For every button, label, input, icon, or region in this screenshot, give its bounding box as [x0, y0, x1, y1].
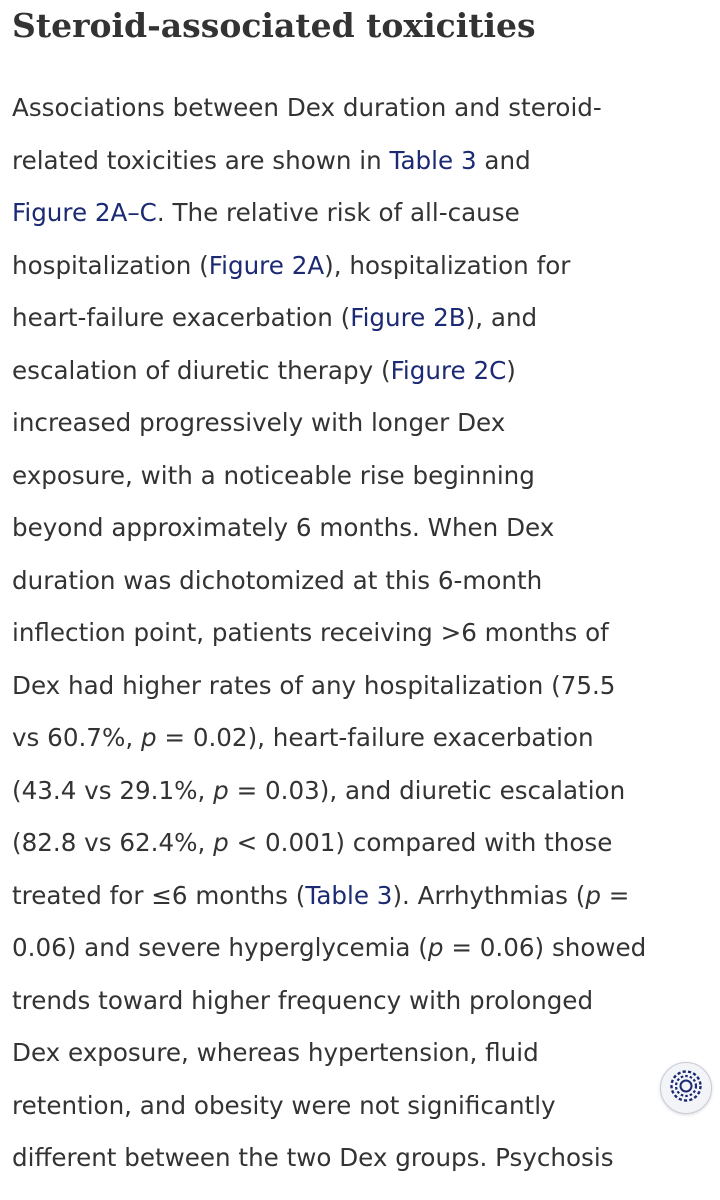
text-run: and [476, 145, 531, 175]
p-value-symbol: p [213, 828, 229, 857]
text-run: = [600, 880, 630, 910]
text-run: vs 60.7%, [12, 723, 141, 752]
text-run: . The relative risk of all-cause [156, 198, 520, 227]
text-run: ), hospitalization for [324, 250, 571, 280]
text-run: hospitalization ( [12, 250, 209, 280]
paragraph-line [12, 187, 708, 240]
text-run: treated for ≤6 months ( [12, 880, 306, 910]
text-run: duration was dichotomized at this 6-month [12, 565, 543, 595]
text-run: < 0.001) compared with those [228, 828, 613, 857]
paragraph-line [12, 817, 708, 870]
text-run: increased progressively with longer Dex [12, 408, 506, 437]
paragraph-line [12, 450, 708, 503]
accessibility-icon [669, 1069, 703, 1108]
accessibility-button[interactable] [660, 1062, 712, 1114]
text-run: retention, and obesity were not significantly [12, 1090, 556, 1120]
text-run: heart-failure exacerbation ( [12, 303, 351, 332]
paragraph-line [12, 1027, 708, 1080]
section-heading: Steroid-associated toxicities [12, 6, 536, 45]
reference-link[interactable]: Figure 2C [390, 355, 507, 385]
text-run: beyond approximately 6 months. When Dex [12, 513, 555, 542]
paragraph-line [12, 712, 708, 765]
paragraph-line [12, 870, 708, 923]
text-run: ). Arrhythmias ( [392, 880, 586, 910]
text-run: 0.06) and severe hyperglycemia ( [12, 933, 428, 962]
paragraph-line [12, 975, 708, 1028]
p-value-symbol: p [140, 723, 157, 752]
paragraph-line [12, 660, 708, 713]
text-run: = 0.06) showed [443, 933, 647, 962]
text-run: escalation of diuretic therapy ( [12, 355, 391, 385]
paragraph-line [12, 1132, 708, 1185]
text-run: = 0.02), heart-failure exacerbation [156, 723, 594, 752]
text-run: Dex had higher rates of any hospitalization (75.5 [12, 670, 616, 700]
reference-link[interactable]: Table 3 [389, 145, 477, 175]
text-run: ) [506, 355, 516, 385]
text-run: = 0.03), and diuretic escalation [228, 775, 626, 805]
paragraph-line [12, 240, 708, 293]
text-run: (43.4 vs 29.1%, [12, 775, 214, 805]
paragraph-line [12, 82, 708, 135]
text-run: trends toward higher frequency with prolonged [12, 985, 594, 1015]
paragraph-line [12, 345, 708, 398]
text-run: Dex exposure, whereas hypertension, fluid [12, 1038, 539, 1067]
p-value-symbol: p [585, 880, 601, 910]
text-run: inflection point, patients receiving >6 months of [12, 618, 609, 647]
text-run: Associations between Dex duration and steroid- [12, 93, 602, 122]
body-paragraph [12, 82, 708, 1185]
paragraph-line [12, 555, 708, 608]
paragraph-line [12, 502, 708, 555]
reference-link[interactable]: Table 3 [305, 880, 393, 910]
reference-link[interactable]: Figure 2A–C [12, 198, 157, 227]
paragraph-line [12, 397, 708, 450]
paragraph-line [12, 292, 708, 345]
paragraph-line [12, 765, 708, 818]
text-run: (82.8 vs 62.4%, [12, 828, 214, 857]
text-run: different between the two Dex groups. Psychosis [12, 1143, 614, 1172]
text-run: exposure, with a noticeable rise beginning [12, 460, 535, 490]
paragraph-line [12, 135, 708, 188]
paragraph-line [12, 607, 708, 660]
paragraph-line [12, 1080, 708, 1133]
text-run: ), and [465, 303, 538, 332]
paragraph-line [12, 922, 708, 975]
p-value-symbol: p [427, 933, 444, 962]
reference-link[interactable]: Figure 2A [208, 250, 325, 280]
text-run: related toxicities are shown in [12, 145, 390, 175]
p-value-symbol: p [213, 775, 229, 805]
reference-link[interactable]: Figure 2B [350, 303, 466, 332]
